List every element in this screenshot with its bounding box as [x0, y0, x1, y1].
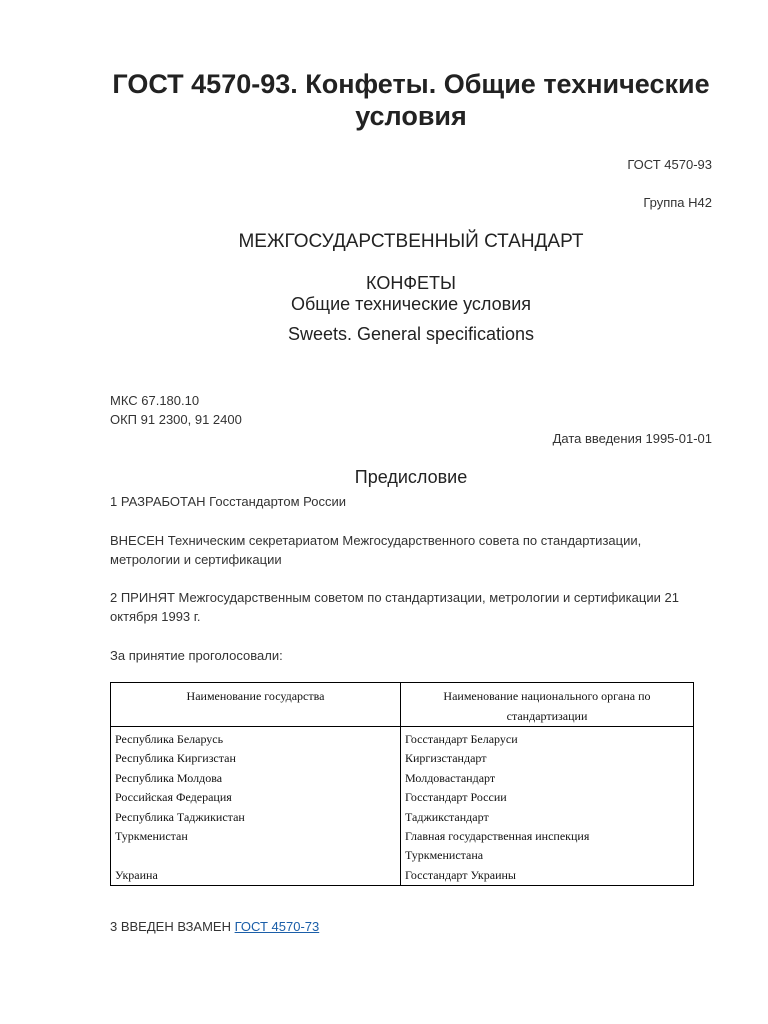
body-name: Киргизстандарт: [405, 751, 487, 766]
replaces-text: 3 ВВЕДЕН ВЗАМЕН: [110, 919, 235, 934]
state-name: Республика Молдова: [115, 770, 223, 785]
voting-states-table: [110, 682, 694, 886]
state-name: Туркменистан: [115, 829, 188, 844]
body-name: Госстандарт России: [405, 790, 507, 805]
body-name: Молдовастандарт: [405, 770, 496, 785]
body-name: Таджикстандарт: [405, 809, 489, 824]
state-list-cell: [111, 727, 401, 886]
body-name: Туркменистана: [405, 848, 484, 863]
state-name: Республика Таджикистан: [115, 809, 245, 824]
foreword-developed: 1 РАЗРАБОТАН Госстандартом России: [110, 494, 346, 509]
standard-subtitle-ru: Общие технические условия: [290, 294, 532, 314]
body-list-cell: [401, 727, 694, 886]
group-label: Группа Н42: [643, 195, 712, 210]
standard-code: ГОСТ 4570-93: [627, 157, 712, 172]
table-row: [111, 727, 694, 886]
page-title: ГОСТ 4570-93. Конфеты. Общие технические условия: [112, 69, 710, 131]
state-name: Украина: [115, 867, 158, 882]
mks-code: МКС 67.180.10: [110, 393, 200, 408]
foreword-heading: Предисловие: [354, 467, 468, 487]
standard-name-ru: КОНФЕТЫ: [366, 273, 456, 293]
table-header-body: Наименование национального органа по стандартизации: [401, 683, 694, 727]
body-name: Госстандарт Беларуси: [405, 732, 518, 746]
standard-type: МЕЖГОСУДАРСТВЕННЫЙ СТАНДАРТ: [238, 231, 584, 252]
table-header-state: Наименование государства: [111, 683, 401, 727]
okp-code: ОКП 91 2300, 91 2400: [110, 412, 242, 427]
body-name: Госстандарт Украины: [405, 867, 516, 882]
intro-date: Дата введения 1995-01-01: [552, 431, 712, 446]
body-name: Главная государственная инспекция: [405, 829, 590, 844]
foreword-voted: За принятие проголосовали:: [110, 648, 283, 663]
state-name: Республика Киргизстан: [115, 751, 236, 766]
gost-4570-73-link[interactable]: ГОСТ 4570-73: [234, 919, 320, 934]
standard-name-en: Sweets. General specifications: [287, 324, 535, 344]
foreword-adopted: 2 ПРИНЯТ Межгосударственным советом по стандартизации, метрологии и сертификации 21 октября 1993 г.: [110, 590, 679, 624]
foreword-submitted: ВНЕСЕН Техническим секретариатом Межгосударственного совета по стандартизации, метрологии и сертификации: [110, 533, 642, 567]
state-name-spacer: [115, 846, 396, 865]
foreword-replaces: [110, 917, 712, 936]
table-header-row: [111, 683, 694, 727]
state-name: Республика Беларусь: [115, 732, 224, 746]
state-name: Российская Федерация: [115, 790, 232, 805]
